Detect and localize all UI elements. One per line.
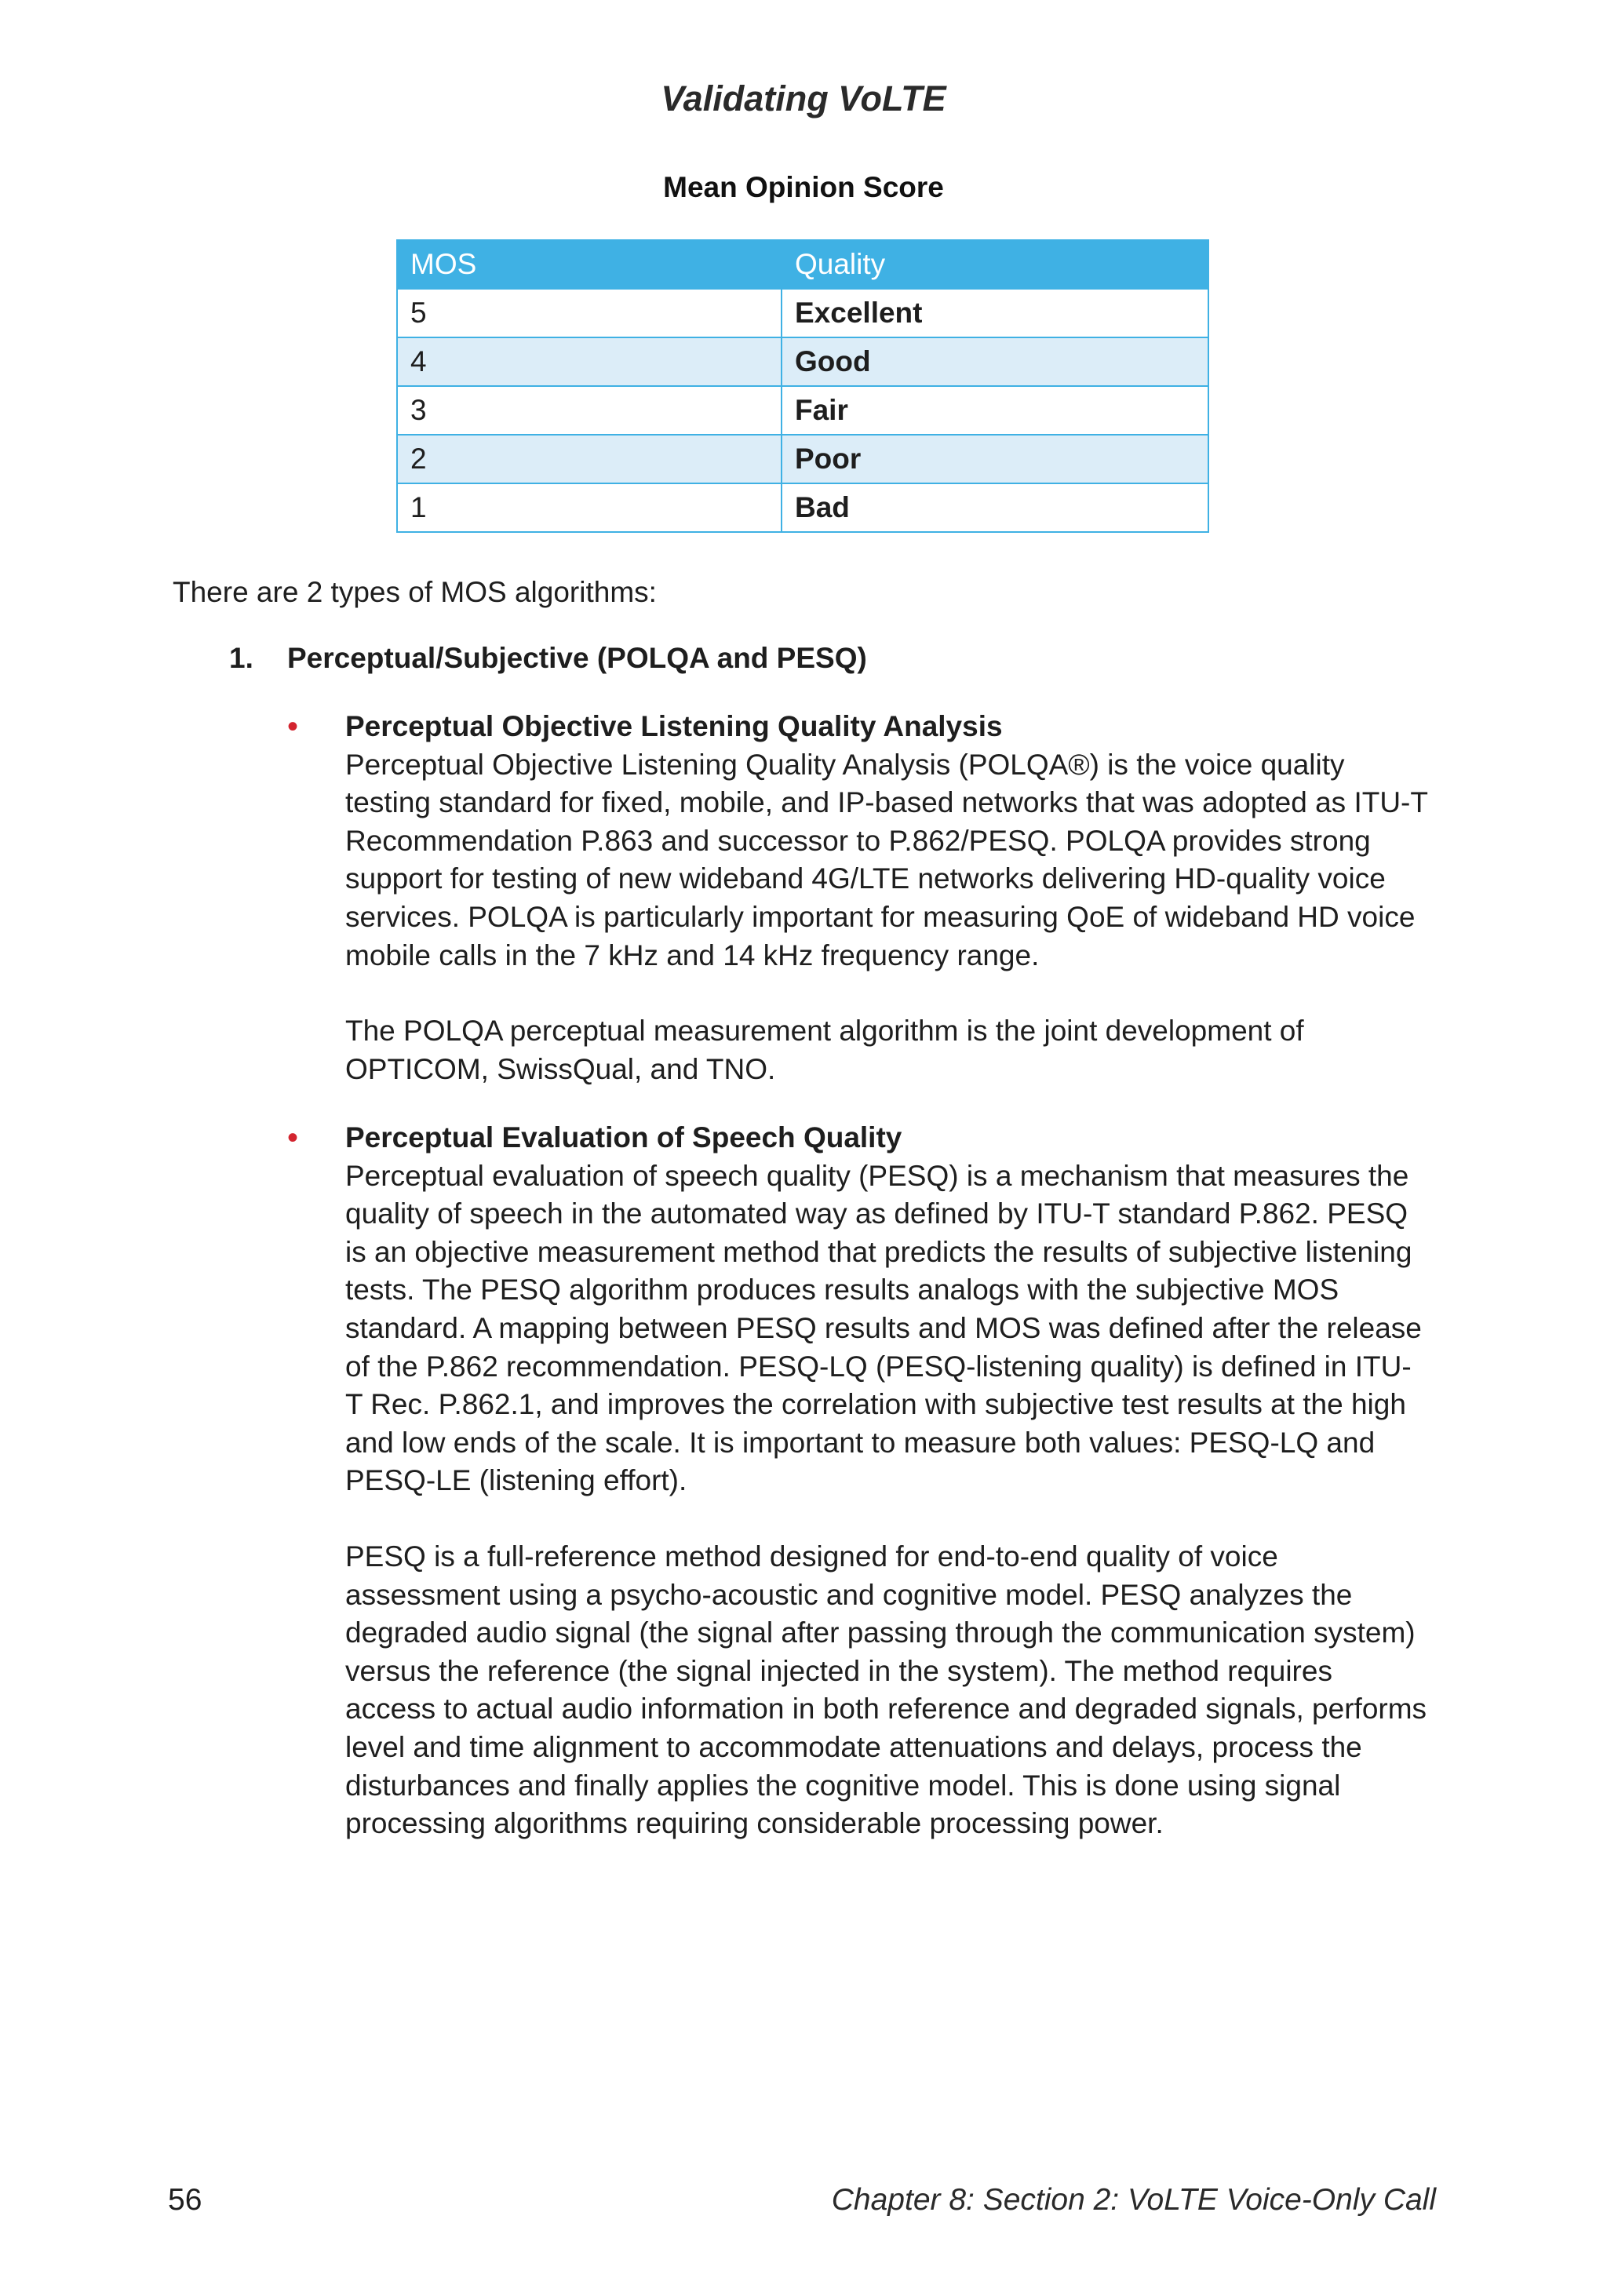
column-header-mos: MOS xyxy=(397,240,782,289)
table-row xyxy=(397,289,1208,337)
intro-text: There are 2 types of MOS algorithms: xyxy=(173,576,657,608)
bullet-dot-icon: • xyxy=(287,1121,299,1155)
mos-value-cell: 1 xyxy=(397,483,782,532)
table-row xyxy=(397,435,1208,483)
bullet-paragraph: Perceptual evaluation of speech quality (PESQ) is a mechanism that measures the quality of speech in the automated way as defined by ITU-T standard P.862. PESQ is an objective measurement method that predicts the results of subjective listening tests. The PESQ algorithm produces results analogs with the subjective MOS standard. A mapping between PESQ results and MOS was defined after the release of the P.862 recommendation. PESQ-LQ (PESQ-listening quality) is defined in ITU-T Rec. P.862.1, and improves the correlation with subjective test results at the high and low ends of the scale. It is important to measure both values: PESQ-LQ and PESQ-LE (listening effort). xyxy=(345,1159,1422,1497)
table-header-row xyxy=(397,240,1208,289)
table-row xyxy=(397,483,1208,532)
quality-cell: Bad xyxy=(782,483,1208,532)
list-title: Perceptual/Subjective (POLQA and PESQ) xyxy=(287,642,867,674)
chapter-footer: Chapter 8: Section 2: VoLTE Voice-Only Call xyxy=(831,2183,1436,2217)
bullet-pesq xyxy=(287,1119,1428,1843)
mos-value-cell: 5 xyxy=(397,289,782,337)
bullet-dot-icon: • xyxy=(287,709,299,744)
mos-value-cell: 3 xyxy=(397,386,782,435)
bullet-heading: Perceptual Evaluation of Speech Quality xyxy=(345,1121,902,1153)
list-item-heading xyxy=(229,642,867,675)
list-number: 1. xyxy=(229,642,253,674)
mos-table xyxy=(396,239,1209,533)
quality-cell: Fair xyxy=(782,386,1208,435)
quality-cell: Poor xyxy=(782,435,1208,483)
bullet-paragraph: Perceptual Objective Listening Quality Analysis (POLQA®) is the voice quality testing standard for fixed, mobile, and IP-based networks that was adopted as ITU-T Recommendation P.863 and successor to P.862/PESQ. POLQA provides strong support for testing of new wideband 4G/LTE networks delivering HD-quality voice services. POLQA is particularly important for measuring QoE of wideband HD voice mobile calls in the 7 kHz and 14 kHz frequency range. xyxy=(345,748,1428,971)
table-row xyxy=(397,386,1208,435)
page-number: 56 xyxy=(168,2183,202,2217)
bullet-heading: Perceptual Objective Listening Quality Analysis xyxy=(345,710,1003,742)
mos-value-cell: 4 xyxy=(397,337,782,386)
bullet-paragraph: The POLQA perceptual measurement algorithm is the joint development of OPTICOM, SwissQual, and TNO. xyxy=(345,1015,1304,1085)
quality-cell: Excellent xyxy=(782,289,1208,337)
table-row xyxy=(397,337,1208,386)
bullet-paragraph: PESQ is a full-reference method designed for end-to-end quality of voice assessment using a psycho-acoustic and cognitive model. PESQ analyzes the degraded audio signal (the signal after passing through the communication system) versus the reference (the signal injected in the system). The method requires access to actual audio information in both reference and degraded signals, performs level and time alignment to accommodate attenuations and delays, process the disturbances and finally applies the cognitive model. This is done using signal processing algorithms requiring considerable processing power. xyxy=(345,1540,1427,1840)
quality-cell: Good xyxy=(782,337,1208,386)
mos-value-cell: 2 xyxy=(397,435,782,483)
bullet-polqa xyxy=(287,708,1428,1088)
column-header-quality: Quality xyxy=(782,240,1208,289)
table-title: Mean Opinion Score xyxy=(663,171,944,203)
running-title: Validating VoLTE xyxy=(661,78,946,118)
